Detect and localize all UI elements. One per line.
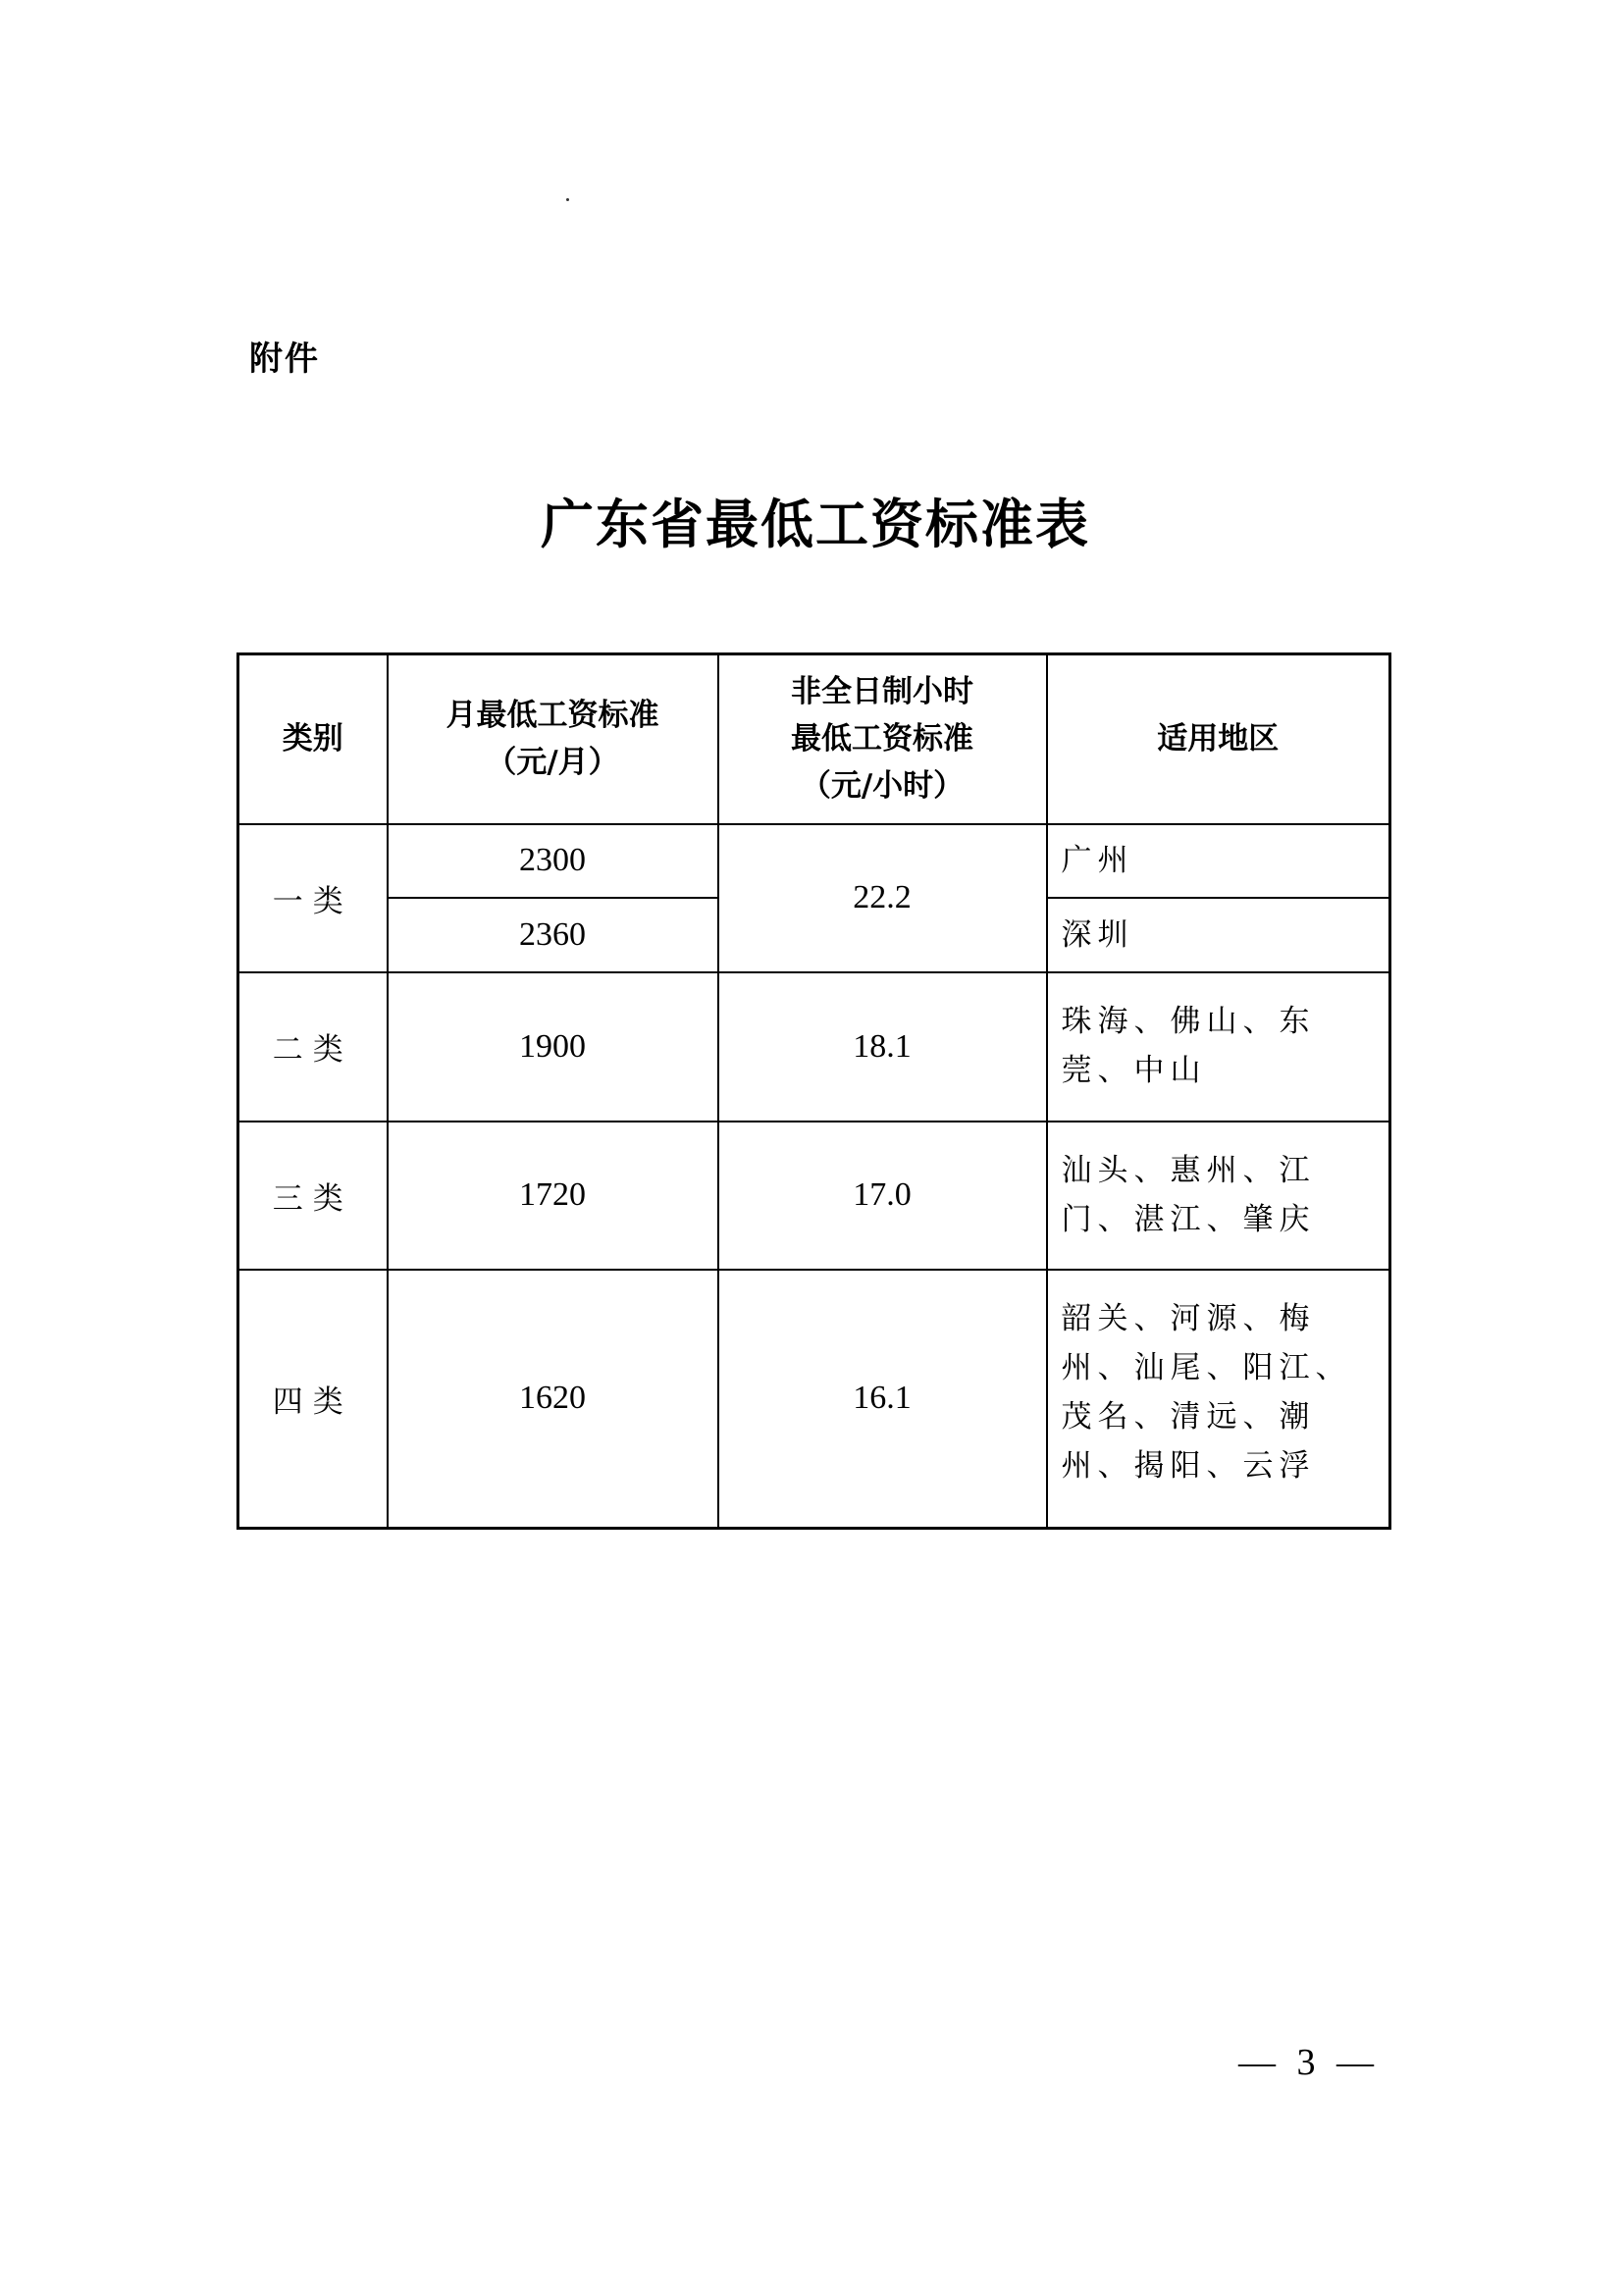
- hourly-wage-cell: 18.1: [718, 972, 1047, 1122]
- header-category-label: 类别: [282, 721, 343, 757]
- minimum-wage-table: [236, 652, 1391, 1530]
- region-cell: 汕头、惠州、江门、湛江、肇庆: [1047, 1122, 1390, 1270]
- header-hourly-line2: 最低工资标准: [791, 721, 973, 757]
- hourly-wage-cell: 22.2: [718, 824, 1047, 972]
- header-monthly-wage: [388, 654, 718, 824]
- category-cell: 三类: [238, 1122, 388, 1270]
- header-hourly-wage: [718, 654, 1047, 824]
- page-title: 广东省最低工资标准表: [541, 493, 1090, 555]
- header-category: [238, 654, 388, 824]
- monthly-wage-cell: 2360: [388, 898, 718, 972]
- category-cell: 四类: [238, 1270, 388, 1529]
- category-cell: 二类: [238, 972, 388, 1122]
- header-region-label: 适用地区: [1157, 721, 1280, 757]
- region-cell: 珠海、佛山、东莞、中山: [1047, 972, 1390, 1122]
- header-hourly-line1: 非全日制小时: [791, 674, 973, 710]
- table-row: [238, 1270, 1390, 1529]
- table-header-row: [238, 654, 1390, 824]
- region-cell: 深圳: [1047, 898, 1390, 972]
- category-cell: 一类: [238, 824, 388, 972]
- monthly-wage-cell: 1720: [388, 1122, 718, 1270]
- table-row: [238, 824, 1390, 898]
- page-number: — 3 —: [1238, 2042, 1380, 2083]
- hourly-wage-cell: 17.0: [718, 1122, 1047, 1270]
- header-monthly-line1: 月最低工资标准: [445, 698, 659, 734]
- hourly-wage-cell: 16.1: [718, 1270, 1047, 1529]
- region-cell: 韶关、河源、梅州、汕尾、阳江、茂名、清远、潮州、揭阳、云浮: [1047, 1270, 1390, 1529]
- monthly-wage-cell: 1900: [388, 972, 718, 1122]
- header-monthly-line2: （元/月）: [486, 745, 619, 781]
- scan-speck: [566, 198, 569, 201]
- monthly-wage-cell: 2300: [388, 824, 718, 898]
- monthly-wage-cell: 1620: [388, 1270, 718, 1529]
- table-row: [238, 1122, 1390, 1270]
- header-hourly-line3: （元/小时）: [800, 768, 965, 805]
- region-cell: 广州: [1047, 824, 1390, 898]
- header-region: [1047, 654, 1390, 824]
- table-row: [238, 972, 1390, 1122]
- attachment-label: 附件: [249, 339, 320, 379]
